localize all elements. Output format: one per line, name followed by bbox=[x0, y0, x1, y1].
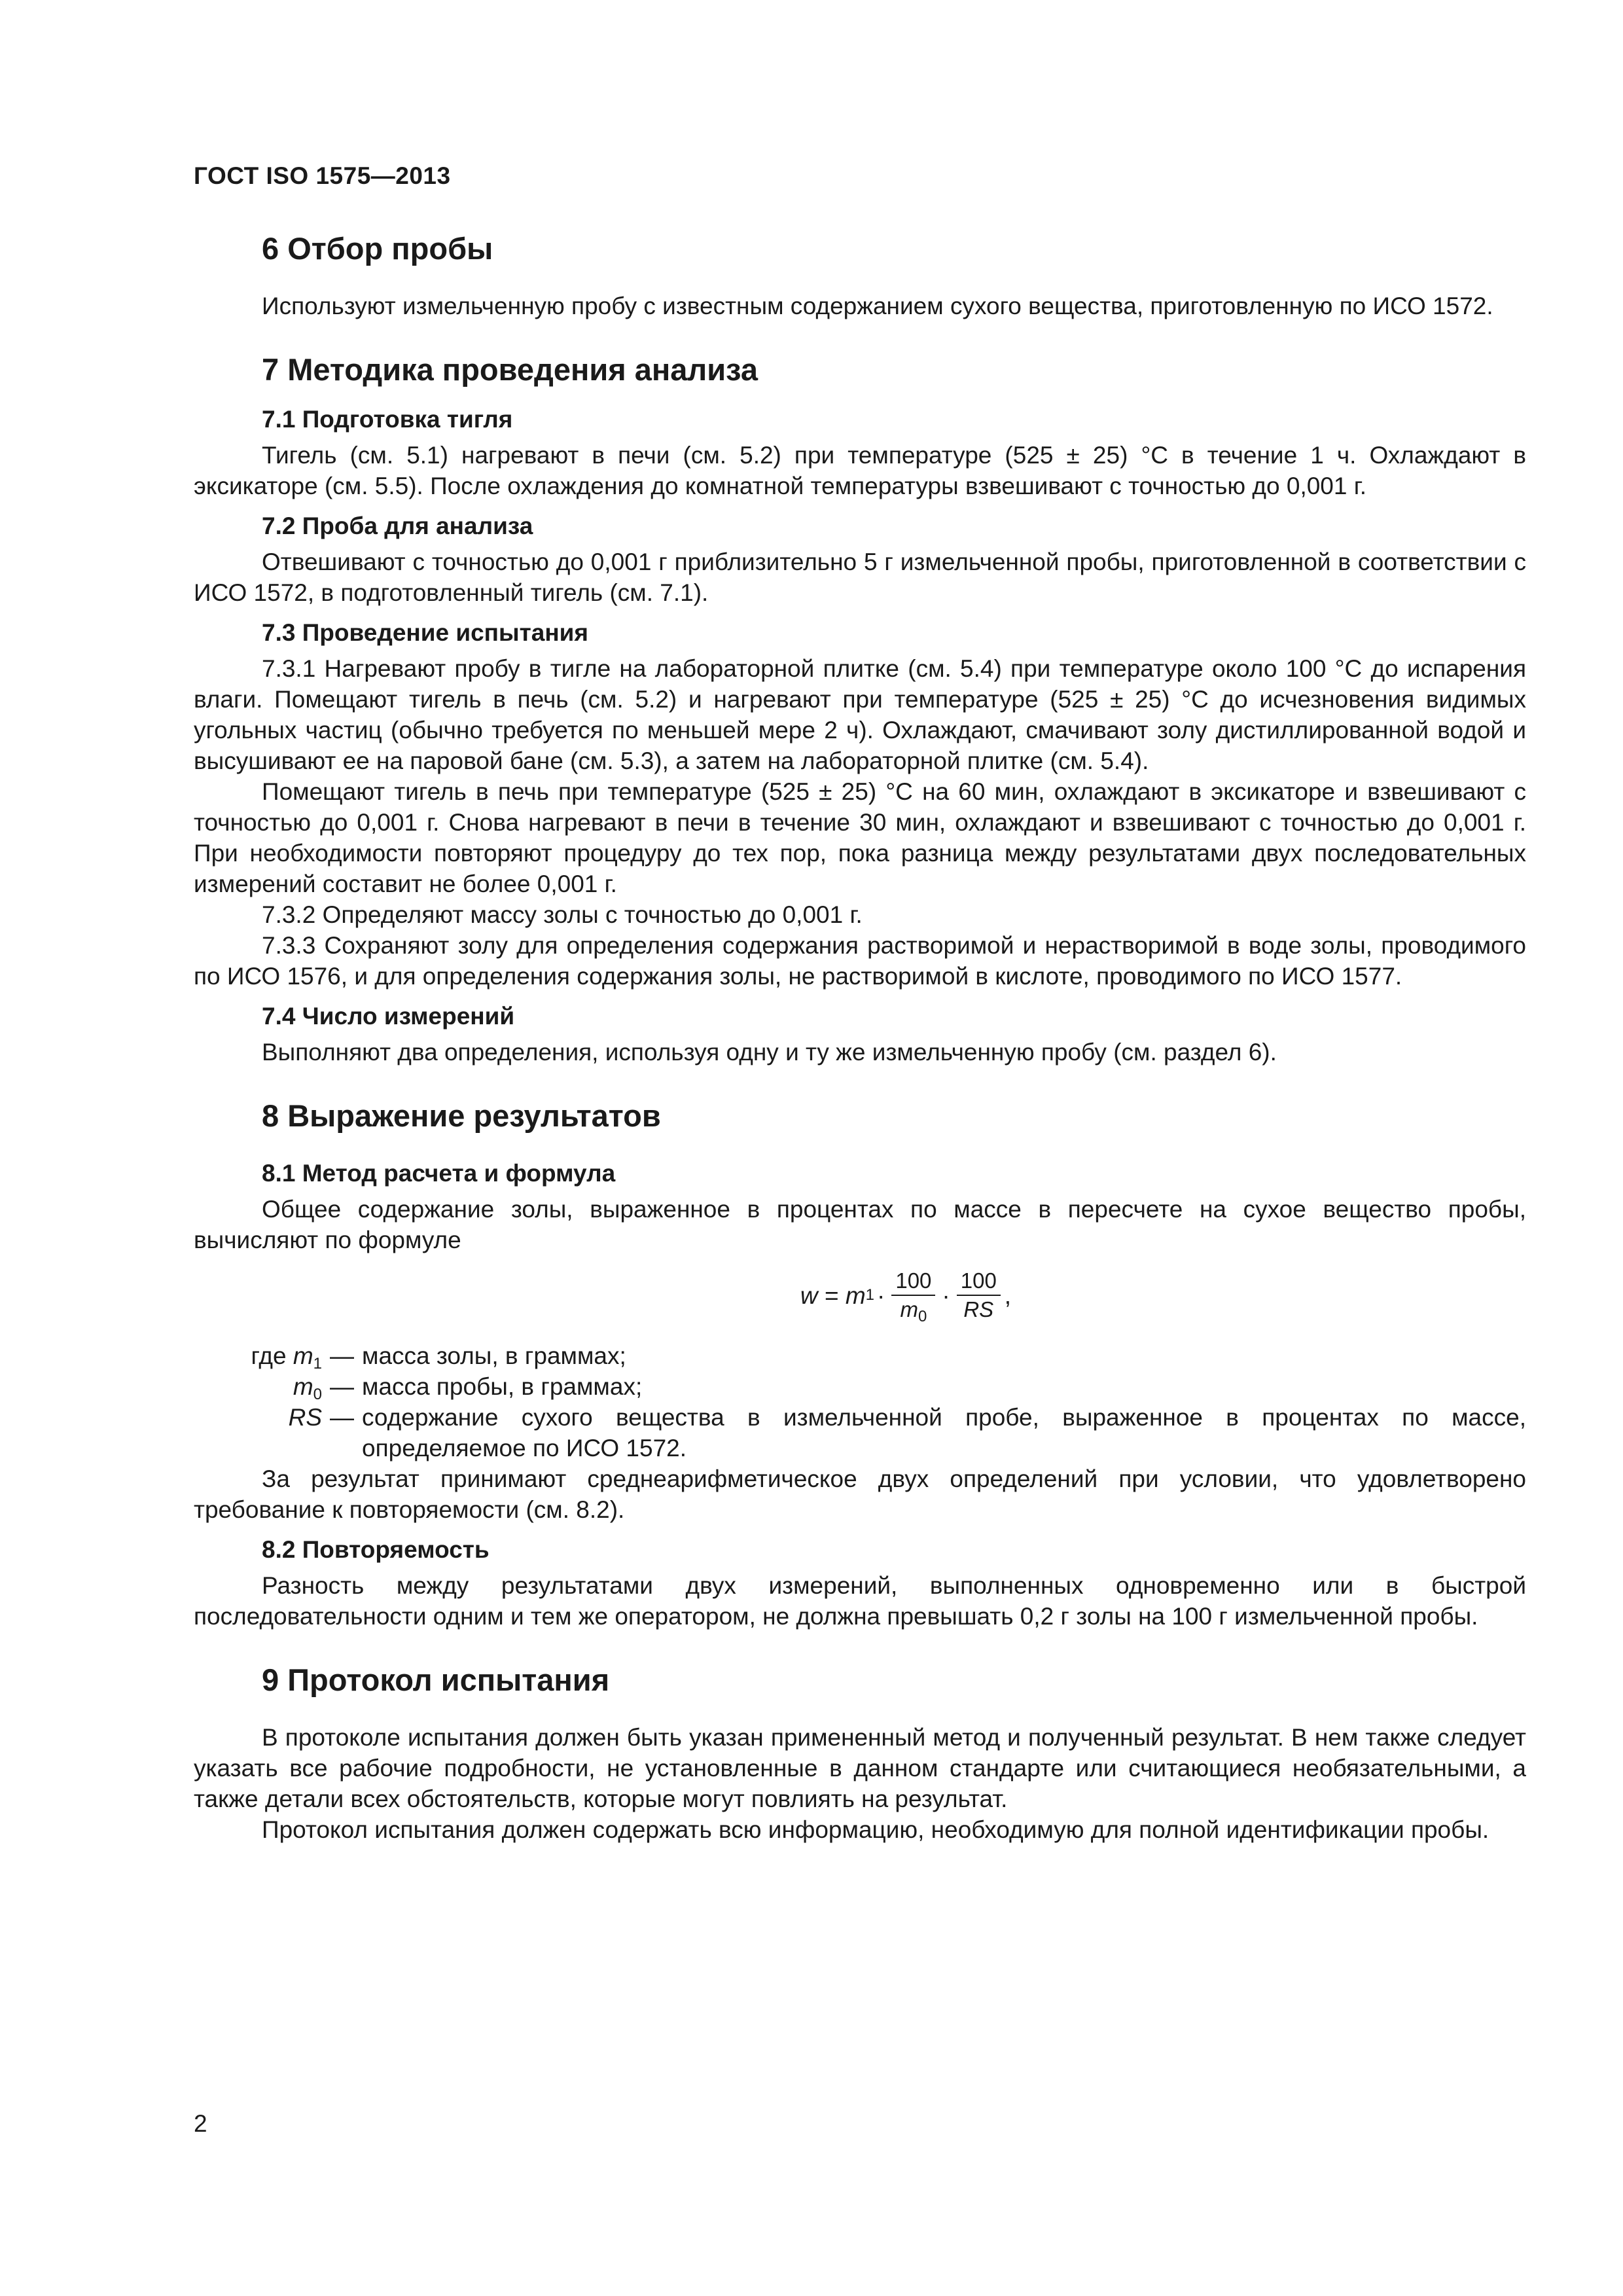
subsection-8-2-title: 8.2 Повторяемость bbox=[262, 1536, 490, 1563]
formula-equals: = bbox=[824, 1282, 839, 1309]
subsection-7-1-paragraph: Тигель (см. 5.1) нагревают в печи (см. 5.2) при температуре (525 ± 25) °С в течение 1 ч. Охлаждают в эксикаторе (см. 5.5). После охлаждения до комнатной температуры взвешивают с точностью до 0,001 г. bbox=[194, 442, 1526, 499]
document-header: ГОСТ ISO 1575—2013 bbox=[194, 162, 451, 189]
subsection-8-1-title: 8.1 Метод расчета и формула bbox=[262, 1160, 616, 1187]
legend-symbol-rs bbox=[194, 1402, 322, 1433]
legend-m1-symbol: m bbox=[293, 1342, 313, 1369]
legend-symbol-m0 bbox=[194, 1371, 322, 1402]
legend-row-rs bbox=[194, 1402, 1526, 1463]
section-8-title: 8 Выражение результатов bbox=[262, 1098, 661, 1133]
section-6-title: 6 Отбор пробы bbox=[262, 231, 493, 266]
subsection-7-4-title: 7.4 Число измерений bbox=[262, 1003, 515, 1030]
section-7-title: 7 Методика проведения анализа bbox=[262, 352, 758, 387]
page-number: 2 bbox=[194, 2110, 207, 2137]
subsection-7-2-paragraph: Отвешивают с точностью до 0,001 г приблизительно 5 г измельченной пробы, приготовленной в соответствии с ИСО 1572, в подготовленный тигель (см. 7.1). bbox=[194, 548, 1526, 606]
formula-trailing-comma: , bbox=[1004, 1282, 1012, 1309]
fraction-1-numerator: 100 bbox=[891, 1267, 935, 1296]
section-9-paragraph-2: Протокол испытания должен содержать всю информацию, необходимую для полной идентификации пробы. bbox=[262, 1816, 1489, 1843]
formula-lhs: w bbox=[800, 1282, 818, 1309]
formula-fraction-2 bbox=[957, 1267, 1001, 1323]
subsection-7-4-paragraph: Выполняют два определения, используя одну и ту же измельченную пробу (см. раздел 6). bbox=[262, 1039, 1277, 1066]
formula-fraction-1 bbox=[891, 1267, 935, 1323]
section-9-title: 9 Протокол испытания bbox=[262, 1662, 610, 1697]
formula-dot-1: · bbox=[877, 1282, 885, 1309]
fraction-1-denominator-symbol: m bbox=[900, 1297, 918, 1321]
legend-text-rs: содержание сухого вещества в измельченной пробе, выраженное в процентах по массе, определяемое по ИСО 1572. bbox=[362, 1404, 1526, 1462]
legend-dash: — bbox=[330, 1404, 354, 1431]
section-6-paragraph: Используют измельченную пробу с известным содержанием сухого вещества, приготовленную по ИСО 1572. bbox=[262, 293, 1493, 319]
clause-7-3-1-paragraph-2: Помещают тигель в печь при температуре (525 ± 25) °С на 60 мин, охлаждают в эксикаторе и взвешивают с точностью до 0,001 г. Снова нагревают в печи в течение 30 мин, охлаждают и взвешивают с точностью до 0,001 г. При необходимости повторяют процедуру до тех пор, пока разница между результатами двух последовательных измерений составит не более 0,001 г. bbox=[194, 778, 1526, 897]
subsection-8-2-paragraph: Разность между результатами двух измерений, выполненных одновременно или в быстрой последовательности одним и тем же оператором, не должна превышать 0,2 г золы на 100 г измельченной пробы. bbox=[194, 1572, 1526, 1630]
subsection-7-1-title: 7.1 Подготовка тигля bbox=[262, 406, 513, 433]
section-9-paragraph-1: В протоколе испытания должен быть указан примененный метод и полученный результат. В нем также следует указать все рабочие подробности, не установленные в данном стандарте или считающиеся необязательными, а также детали всех обстоятельств, которые могут повлиять на результат. bbox=[194, 1724, 1526, 1812]
ash-content-formula: w = m 1 · $\frac{100}{m_0}$ · $\frac{100}{RS}$ , bbox=[800, 1268, 1012, 1325]
legend-dash: — bbox=[330, 1373, 354, 1400]
fraction-1-denominator-subscript: 0 bbox=[918, 1308, 927, 1325]
subsection-8-1-result-paragraph: За результат принимают среднеарифметическое двух определений при условии, что удовлетворено требование к повторяемости (см. 8.2). bbox=[194, 1465, 1526, 1523]
clause-7-3-3-paragraph: 7.3.3 Сохраняют золу для определения содержания растворимой и нерастворимой в воде золы, проводимого по ИСО 1576, и для определения содержания золы, не растворимой в кислоте, проводимого по ИСО 1577. bbox=[194, 932, 1526, 990]
legend-m1-subscript: 1 bbox=[313, 1355, 322, 1372]
subsection-8-1-paragraph: Общее содержание золы, выраженное в процентах по массе в пересчете на сухое вещество пробы, вычисляют по формуле bbox=[194, 1196, 1526, 1253]
legend-row-m0 bbox=[194, 1371, 1526, 1402]
legend-symbol-m1 bbox=[194, 1340, 322, 1371]
legend-where-prefix: где bbox=[251, 1342, 287, 1369]
clause-7-3-1-paragraph: 7.3.1 Нагревают пробу в тигле на лабораторной плитке (см. 5.4) при температуре около 100 °С до испарения влаги. Помещают тигель в печь (см. 5.2) и нагревают при температуре (525 ± 25) °С до исчезновения видимых угольных частиц (обычно требуется по меньшей мере 2 ч). Охлаждают, смачивают золу дистиллированной водой и высушивают ее на паровой бане (см. 5.3), а затем на лабораторной плитке (см. 5.4). bbox=[194, 655, 1526, 774]
document-body bbox=[194, 229, 1526, 1845]
fraction-1-denominator bbox=[896, 1296, 931, 1323]
legend-row-m1 bbox=[194, 1340, 1526, 1371]
formula-legend bbox=[194, 1340, 1526, 1463]
legend-text-m1: масса золы, в граммах; bbox=[362, 1342, 626, 1369]
fraction-2-numerator: 100 bbox=[957, 1267, 1001, 1296]
legend-text-m0: масса пробы, в граммах; bbox=[362, 1373, 643, 1400]
formula-m: m bbox=[845, 1282, 866, 1309]
clause-7-3-2-paragraph: 7.3.2 Определяют массу золы с точностью до 0,001 г. bbox=[262, 901, 863, 928]
legend-dash: — bbox=[330, 1342, 354, 1369]
subsection-7-3-title: 7.3 Проведение испытания bbox=[262, 619, 589, 646]
legend-m0-symbol: m bbox=[293, 1373, 313, 1400]
legend-rs-symbol: RS bbox=[288, 1404, 322, 1431]
legend-m0-subscript: 0 bbox=[313, 1386, 322, 1403]
formula-dot-2: · bbox=[942, 1282, 950, 1309]
subsection-7-2-title: 7.2 Проба для анализа bbox=[262, 512, 533, 539]
fraction-2-denominator: RS bbox=[963, 1297, 994, 1321]
